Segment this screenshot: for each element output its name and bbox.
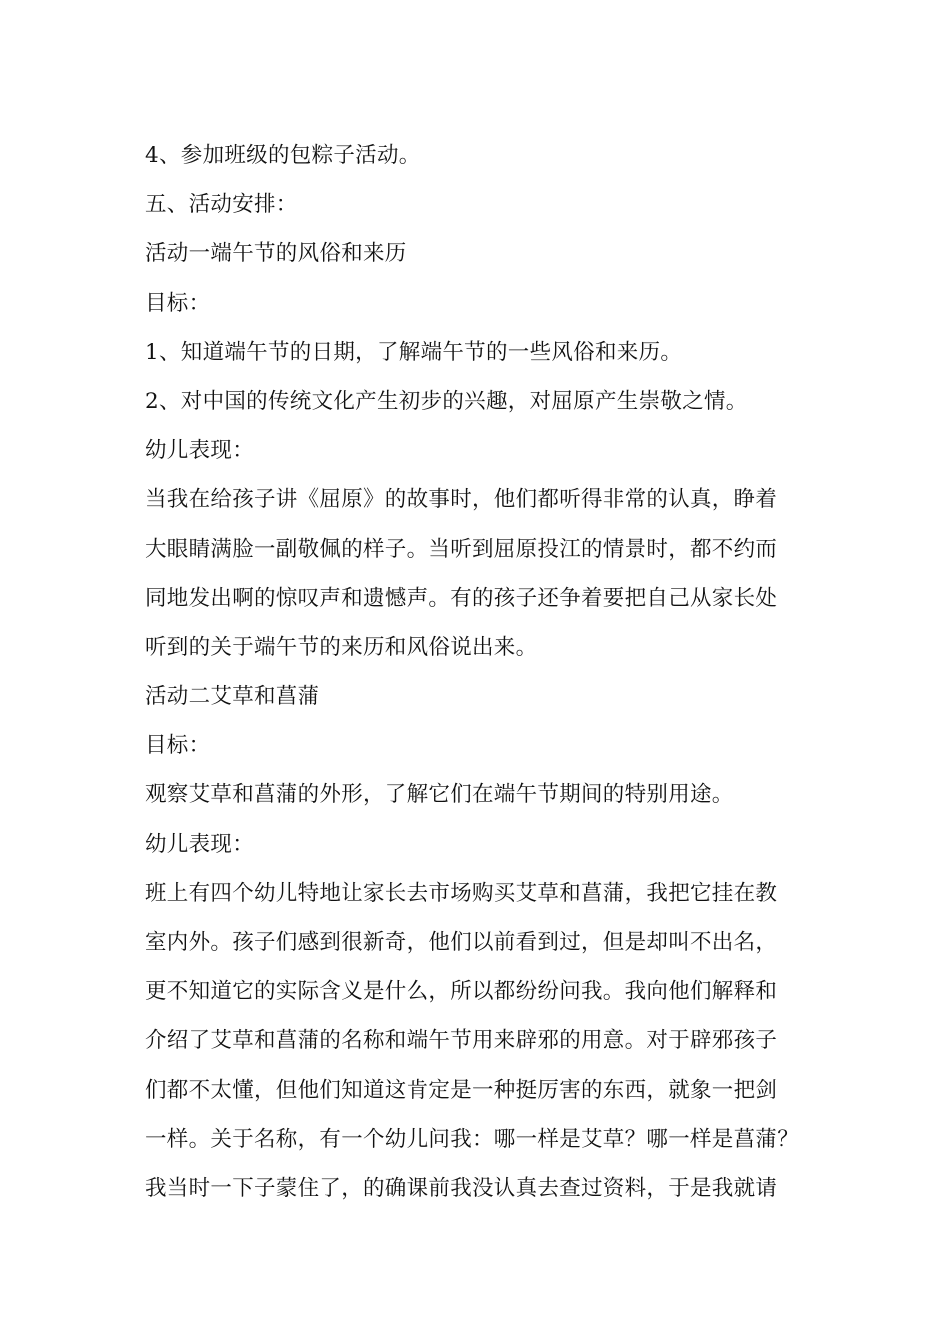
paragraph-line: 同地发出啊的惊叹声和遗憾声。有的孩子还争着要把自己从家长处 <box>145 585 778 611</box>
paragraph-line: 室内外。孩子们感到很新奇，他们以前看到过，但是却叫不出名， <box>145 930 778 955</box>
paragraph-line: 当我在给孩子讲《屈原》的故事时，他们都听得非常的认真，睁着 <box>145 487 778 513</box>
goal-label: 目标： <box>145 733 211 759</box>
section-heading-activity-arrangement: 五、活动安排： <box>145 192 298 218</box>
paragraph-line: 班上有四个幼儿特地让家长去市场购买艾草和菖蒲，我把它挂在教 <box>145 880 778 906</box>
paragraph-line: 介绍了艾草和菖蒲的名称和端午节用来辟邪的用意。对于辟邪孩子 <box>145 1028 778 1054</box>
activity-one-title: 活动一端午节的风俗和来历 <box>145 241 407 267</box>
list-item-4: 4、参加班级的包粽子活动。 <box>145 143 421 168</box>
document-body <box>145 131 825 1213</box>
paragraph-line: 一样。关于名称，有一个幼儿问我：哪一样是艾草？哪一样是菖蒲？ <box>145 1126 800 1152</box>
performance-label: 幼儿表现： <box>145 438 255 464</box>
paragraph-line: 我当时一下子蒙住了，的确课前我没认真去查过资料，于是我就请 <box>145 1175 778 1201</box>
paragraph-line: 们都不太懂，但他们知道这肯定是一种挺厉害的东西，就象一把剑 <box>145 1077 778 1103</box>
paragraph-line: 大眼睛满脸一副敬佩的样子。当听到屈原投江的情景时，都不约而 <box>145 536 778 562</box>
goal-text: 观察艾草和菖蒲的外形，了解它们在端午节期间的特别用途。 <box>145 782 734 808</box>
goal-item-1: 1、知道端午节的日期，了解端午节的一些风俗和来历。 <box>145 339 683 365</box>
goal-item-2: 2、对中国的传统文化产生初步的兴趣，对屈原产生崇敬之情。 <box>145 388 748 414</box>
paragraph-line: 更不知道它的实际含义是什么，所以都纷纷问我。我向他们解释和 <box>145 979 778 1005</box>
goal-label: 目标： <box>145 290 211 316</box>
performance-label: 幼儿表现： <box>145 831 255 857</box>
activity-two-title: 活动二艾草和菖蒲 <box>145 684 320 710</box>
paragraph-line: 听到的关于端午节的来历和风俗说出来。 <box>145 634 538 660</box>
